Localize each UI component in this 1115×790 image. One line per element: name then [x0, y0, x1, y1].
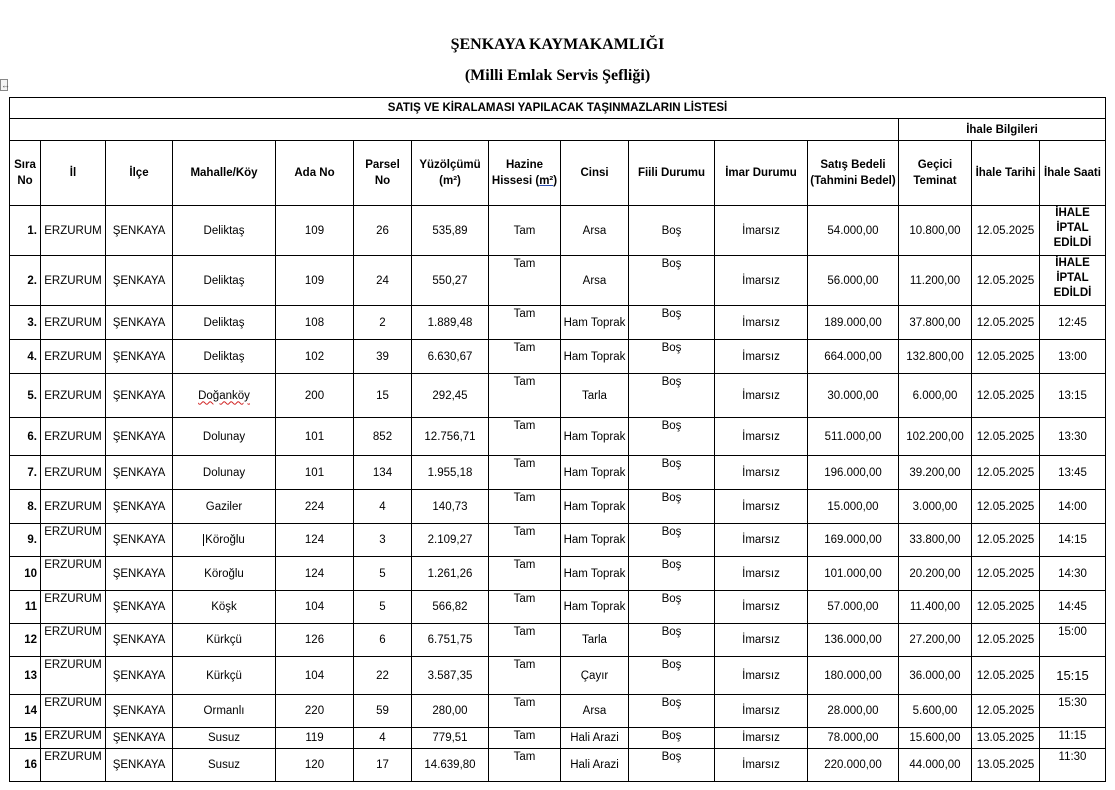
cell-mahalle: Köşk	[173, 591, 276, 624]
cell-bedel: 189.000,00	[808, 306, 899, 340]
cell-tarih: 12.05.2025	[972, 340, 1040, 374]
cell-yuzolcumu: 535,89	[412, 206, 489, 256]
cell-teminat: 20.200,00	[899, 557, 972, 591]
cell-parsel: 4	[354, 728, 412, 749]
cell-hisse: Tam	[489, 624, 561, 657]
cell-ada: 104	[276, 657, 354, 695]
cell-ada: 124	[276, 524, 354, 557]
cell-ilce: ŞENKAYA	[106, 657, 173, 695]
col-fiili-durumu: Fiili Durumu	[629, 141, 715, 206]
cell-ilce: ŞENKAYA	[106, 340, 173, 374]
cell-fiili: Boş	[629, 206, 715, 256]
row-number: 15	[10, 728, 41, 749]
cell-ilce: ŞENKAYA	[106, 695, 173, 728]
cell-teminat: 15.600,00	[899, 728, 972, 749]
cell-fiili: Boş	[629, 657, 715, 695]
cell-mahalle: Deliktaş	[173, 256, 276, 306]
cell-fiili: Boş	[629, 695, 715, 728]
cell-teminat: 11.200,00	[899, 256, 972, 306]
cell-imar: İmarsız	[715, 695, 808, 728]
text-cursor-word: Köroğlu	[205, 534, 245, 546]
cell-tarih: 12.05.2025	[972, 306, 1040, 340]
cell-imar: İmarsız	[715, 524, 808, 557]
cell-fiili: Boş	[629, 418, 715, 456]
cell-imar: İmarsız	[715, 206, 808, 256]
cell-imar: İmarsız	[715, 456, 808, 490]
cell-teminat: 39.200,00	[899, 456, 972, 490]
cell-fiili: Boş	[629, 524, 715, 557]
cell-tarih: 12.05.2025	[972, 695, 1040, 728]
cell-il: ERZURUM	[41, 490, 106, 524]
cell-mahalle: Ormanlı	[173, 695, 276, 728]
table-move-handle-icon[interactable]: ↔	[1, 80, 10, 90]
cell-parsel: 22	[354, 657, 412, 695]
cell-parsel: 59	[354, 695, 412, 728]
cell-cinsi: Ham Toprak	[561, 306, 629, 340]
cell-bedel: 78.000,00	[808, 728, 899, 749]
cell-tarih: 12.05.2025	[972, 206, 1040, 256]
table-row	[10, 657, 1106, 695]
cell-hisse: Tam	[489, 256, 561, 306]
cell-saat: İHALE İPTAL EDİLDİ	[1040, 206, 1106, 256]
col-hazine-unit: m²	[539, 175, 554, 187]
table-row	[10, 256, 1106, 306]
cell-ilce: ŞENKAYA	[106, 591, 173, 624]
cell-imar: İmarsız	[715, 340, 808, 374]
cell-il: ERZURUM	[41, 728, 106, 749]
cell-tarih: 12.05.2025	[972, 256, 1040, 306]
cell-il: ERZURUM	[41, 524, 106, 557]
cell-bedel: 30.000,00	[808, 374, 899, 418]
cell-teminat: 44.000,00	[899, 749, 972, 782]
cell-saat: 14:30	[1040, 557, 1106, 591]
cell-bedel: 28.000,00	[808, 695, 899, 728]
cell-imar: İmarsız	[715, 728, 808, 749]
cell-ilce: ŞENKAYA	[106, 524, 173, 557]
cell-ilce: ŞENKAYA	[106, 306, 173, 340]
cell-imar: İmarsız	[715, 657, 808, 695]
cell-ada: 220	[276, 695, 354, 728]
property-list-table	[9, 97, 1106, 782]
cell-bedel: 511.000,00	[808, 418, 899, 456]
cell-fiili: Boş	[629, 557, 715, 591]
row-number: 13	[10, 657, 41, 695]
cell-bedel: 101.000,00	[808, 557, 899, 591]
cell-cinsi: Ham Toprak	[561, 418, 629, 456]
cell-ilce: ŞENKAYA	[106, 206, 173, 256]
cell-bedel: 15.000,00	[808, 490, 899, 524]
row-number: 5.	[10, 374, 41, 418]
col-yuzolcumu: Yüzölçümü (m²)	[412, 141, 489, 206]
cell-tarih: 12.05.2025	[972, 657, 1040, 695]
row-number: 9.	[10, 524, 41, 557]
cell-ada: 224	[276, 490, 354, 524]
cell-il: ERZURUM	[41, 456, 106, 490]
cell-fiili: Boş	[629, 374, 715, 418]
cell-yuzolcumu: 6.630,67	[412, 340, 489, 374]
cell-saat: 13:15	[1040, 374, 1106, 418]
cell-saat: 13:00	[1040, 340, 1106, 374]
row-number: 2.	[10, 256, 41, 306]
row-number: 11	[10, 591, 41, 624]
cell-bedel: 54.000,00	[808, 206, 899, 256]
cell-mahalle: Köroğlu	[173, 557, 276, 591]
cell-ada: 124	[276, 557, 354, 591]
col-hazine-c: )	[553, 175, 558, 187]
cell-hisse: Tam	[489, 749, 561, 782]
cell-ada: 109	[276, 256, 354, 306]
cell-mahalle: Deliktaş	[173, 340, 276, 374]
table-row	[10, 374, 1106, 418]
cell-saat: 14:15	[1040, 524, 1106, 557]
table-row	[10, 524, 1106, 557]
cell-imar: İmarsız	[715, 306, 808, 340]
cell-imar: İmarsız	[715, 557, 808, 591]
cell-fiili: Boş	[629, 306, 715, 340]
row-number: 3.	[10, 306, 41, 340]
cell-ada: 109	[276, 206, 354, 256]
cell-teminat: 33.800,00	[899, 524, 972, 557]
cell-bedel: 664.000,00	[808, 340, 899, 374]
cell-mahalle: Gaziler	[173, 490, 276, 524]
cell-yuzolcumu: 1.261,26	[412, 557, 489, 591]
cell-ilce: ŞENKAYA	[106, 624, 173, 657]
cell-ilce: ŞENKAYA	[106, 749, 173, 782]
cell-fiili: Boş	[629, 456, 715, 490]
cell-fiili: Boş	[629, 624, 715, 657]
col-gecici-teminat: Geçici Teminat	[899, 141, 972, 206]
col-ada-no: Ada No	[276, 141, 354, 206]
cell-cinsi: Hali Arazi	[561, 728, 629, 749]
cell-mahalle	[173, 524, 276, 557]
cell-yuzolcumu: 566,82	[412, 591, 489, 624]
table-row	[10, 206, 1106, 256]
col-cinsi: Cinsi	[561, 141, 629, 206]
cell-imar: İmarsız	[715, 374, 808, 418]
cell-saat: 11:15	[1040, 728, 1106, 749]
cell-hisse: Tam	[489, 206, 561, 256]
cell-tarih: 13.05.2025	[972, 728, 1040, 749]
cell-saat: İHALE İPTAL EDİLDİ	[1040, 256, 1106, 306]
cell-fiili: Boş	[629, 256, 715, 306]
col-ihale-saati: İhale Saati	[1040, 141, 1106, 206]
cell-mahalle: Dolunay	[173, 418, 276, 456]
page-subtitle: (Milli Emlak Servis Şefliği)	[464, 67, 651, 84]
table-row	[10, 695, 1106, 728]
cell-hisse: Tam	[489, 306, 561, 340]
cell-tarih: 12.05.2025	[972, 374, 1040, 418]
cell-cinsi: Ham Toprak	[561, 524, 629, 557]
cell-il: ERZURUM	[41, 306, 106, 340]
table-row	[10, 418, 1106, 456]
cell-yuzolcumu: 6.751,75	[412, 624, 489, 657]
cell-hisse: Tam	[489, 418, 561, 456]
cell-cinsi: Arsa	[561, 206, 629, 256]
cell-hisse: Tam	[489, 557, 561, 591]
cell-hisse: Tam	[489, 591, 561, 624]
cell-imar: İmarsız	[715, 624, 808, 657]
cell-mahalle	[173, 374, 276, 418]
cell-teminat: 5.600,00	[899, 695, 972, 728]
col-mahalle: Mahalle/Köy	[173, 141, 276, 206]
cell-teminat: 37.800,00	[899, 306, 972, 340]
cell-cinsi: Ham Toprak	[561, 591, 629, 624]
spellcheck-word: Doğanköy	[198, 389, 250, 402]
cell-ada: 104	[276, 591, 354, 624]
cell-cinsi: Ham Toprak	[561, 340, 629, 374]
cell-tarih: 13.05.2025	[972, 749, 1040, 782]
table-caption: SATIŞ VE KİRALAMASI YAPILACAK TAŞINMAZLARIN LİSTESİ	[10, 98, 1106, 119]
cell-parsel: 15	[354, 374, 412, 418]
cell-ada: 126	[276, 624, 354, 657]
table-row	[10, 456, 1106, 490]
cell-ilce: ŞENKAYA	[106, 256, 173, 306]
cell-ilce: ŞENKAYA	[106, 490, 173, 524]
cell-fiili: Boş	[629, 591, 715, 624]
cell-parsel: 2	[354, 306, 412, 340]
row-number: 1.	[10, 206, 41, 256]
cell-parsel: 39	[354, 340, 412, 374]
table-row	[10, 490, 1106, 524]
col-il: İl	[41, 141, 106, 206]
cell-cinsi: Çayır	[561, 657, 629, 695]
cell-il: ERZURUM	[41, 695, 106, 728]
cell-ilce: ŞENKAYA	[106, 728, 173, 749]
row-number: 16	[10, 749, 41, 782]
cell-yuzolcumu: 779,51	[412, 728, 489, 749]
cell-hisse: Tam	[489, 728, 561, 749]
row-number: 4.	[10, 340, 41, 374]
cell-il: ERZURUM	[41, 256, 106, 306]
cell-hisse: Tam	[489, 490, 561, 524]
cell-ada: 102	[276, 340, 354, 374]
cell-imar: İmarsız	[715, 591, 808, 624]
cell-teminat: 10.800,00	[899, 206, 972, 256]
cell-il: ERZURUM	[41, 418, 106, 456]
cell-yuzolcumu: 14.639,80	[412, 749, 489, 782]
cell-cinsi: Arsa	[561, 695, 629, 728]
cell-imar: İmarsız	[715, 256, 808, 306]
cell-tarih: 12.05.2025	[972, 418, 1040, 456]
cell-ada: 101	[276, 456, 354, 490]
cell-bedel: 180.000,00	[808, 657, 899, 695]
cell-parsel: 134	[354, 456, 412, 490]
cell-yuzolcumu: 1.955,18	[412, 456, 489, 490]
cell-yuzolcumu: 280,00	[412, 695, 489, 728]
cell-parsel: 5	[354, 557, 412, 591]
row-number: 14	[10, 695, 41, 728]
cell-parsel: 6	[354, 624, 412, 657]
cell-ada: 108	[276, 306, 354, 340]
cell-il: ERZURUM	[41, 591, 106, 624]
cell-yuzolcumu: 140,73	[412, 490, 489, 524]
table-row	[10, 340, 1106, 374]
cell-tarih: 12.05.2025	[972, 591, 1040, 624]
table-row	[10, 306, 1106, 340]
cell-saat: 13:45	[1040, 456, 1106, 490]
page-title: ŞENKAYA KAYMAKAMLIĞI	[450, 36, 665, 53]
cell-cinsi: Tarla	[561, 374, 629, 418]
cell-teminat: 102.200,00	[899, 418, 972, 456]
cell-bedel: 196.000,00	[808, 456, 899, 490]
col-satis-bedeli: Satış Bedeli (Tahmini Bedel)	[808, 141, 899, 206]
cell-saat: 15:30	[1040, 695, 1106, 728]
cell-cinsi: Arsa	[561, 256, 629, 306]
cell-ilce: ŞENKAYA	[106, 557, 173, 591]
col-sira-no: Sıra No	[10, 141, 41, 206]
cell-saat: 15:15	[1040, 657, 1106, 695]
cell-bedel: 57.000,00	[808, 591, 899, 624]
cell-cinsi: Ham Toprak	[561, 557, 629, 591]
cell-ada: 120	[276, 749, 354, 782]
cell-parsel: 5	[354, 591, 412, 624]
cell-bedel: 136.000,00	[808, 624, 899, 657]
cell-saat: 15:00	[1040, 624, 1106, 657]
cell-il: ERZURUM	[41, 749, 106, 782]
cell-tarih: 12.05.2025	[972, 557, 1040, 591]
cell-il: ERZURUM	[41, 624, 106, 657]
col-ihale-tarihi: İhale Tarihi	[972, 141, 1040, 206]
cell-parsel: 24	[354, 256, 412, 306]
table-row	[10, 557, 1106, 591]
cell-hisse: Tam	[489, 456, 561, 490]
cell-saat: 14:45	[1040, 591, 1106, 624]
cell-bedel: 220.000,00	[808, 749, 899, 782]
cell-il: ERZURUM	[41, 206, 106, 256]
row-number: 6.	[10, 418, 41, 456]
row-number: 12	[10, 624, 41, 657]
cell-imar: İmarsız	[715, 418, 808, 456]
cell-mahalle: Kürkçü	[173, 657, 276, 695]
cell-saat: 13:30	[1040, 418, 1106, 456]
cell-mahalle: Deliktaş	[173, 206, 276, 256]
blank-header-cell	[10, 119, 899, 141]
cell-tarih: 12.05.2025	[972, 624, 1040, 657]
cell-cinsi: Ham Toprak	[561, 490, 629, 524]
cell-hisse: Tam	[489, 657, 561, 695]
cell-mahalle: Susuz	[173, 728, 276, 749]
cell-hisse: Tam	[489, 695, 561, 728]
cell-cinsi: Hali Arazi	[561, 749, 629, 782]
row-number: 8.	[10, 490, 41, 524]
table-row	[10, 749, 1106, 782]
cell-mahalle: Deliktaş	[173, 306, 276, 340]
cell-il: ERZURUM	[41, 657, 106, 695]
cell-parsel: 3	[354, 524, 412, 557]
cell-teminat: 27.200,00	[899, 624, 972, 657]
cell-mahalle: Dolunay	[173, 456, 276, 490]
cell-teminat: 11.400,00	[899, 591, 972, 624]
cell-hisse: Tam	[489, 340, 561, 374]
cell-teminat: 36.000,00	[899, 657, 972, 695]
cell-tarih: 12.05.2025	[972, 490, 1040, 524]
cell-hisse: Tam	[489, 374, 561, 418]
cell-yuzolcumu: 2.109,27	[412, 524, 489, 557]
col-imar-durumu: İmar Durumu	[715, 141, 808, 206]
col-hazine-hissesi	[489, 141, 561, 206]
cell-yuzolcumu: 1.889,48	[412, 306, 489, 340]
cell-yuzolcumu: 550,27	[412, 256, 489, 306]
cell-il: ERZURUM	[41, 340, 106, 374]
row-number: 7.	[10, 456, 41, 490]
cell-yuzolcumu: 12.756,71	[412, 418, 489, 456]
cell-teminat: 3.000,00	[899, 490, 972, 524]
cell-parsel: 26	[354, 206, 412, 256]
cell-cinsi: Ham Toprak	[561, 456, 629, 490]
cell-cinsi: Tarla	[561, 624, 629, 657]
row-number: 10	[10, 557, 41, 591]
cell-parsel: 852	[354, 418, 412, 456]
cell-ilce: ŞENKAYA	[106, 456, 173, 490]
cell-imar: İmarsız	[715, 490, 808, 524]
cell-teminat: 132.800,00	[899, 340, 972, 374]
cell-saat: 11:30	[1040, 749, 1106, 782]
cell-fiili: Boş	[629, 340, 715, 374]
cell-saat: 12:45	[1040, 306, 1106, 340]
cell-saat: 14:00	[1040, 490, 1106, 524]
cell-il: ERZURUM	[41, 374, 106, 418]
cell-yuzolcumu: 292,45	[412, 374, 489, 418]
cell-yuzolcumu: 3.587,35	[412, 657, 489, 695]
table-row	[10, 591, 1106, 624]
tender-info-header: İhale Bilgileri	[899, 119, 1106, 141]
cell-il: ERZURUM	[41, 557, 106, 591]
cell-parsel: 17	[354, 749, 412, 782]
cell-ilce: ŞENKAYA	[106, 418, 173, 456]
cell-ada: 119	[276, 728, 354, 749]
cell-ada: 200	[276, 374, 354, 418]
col-hazine-a: Hazine Hissesi (	[491, 159, 544, 187]
cell-bedel: 56.000,00	[808, 256, 899, 306]
cell-ada: 101	[276, 418, 354, 456]
cell-mahalle: Susuz	[173, 749, 276, 782]
table-row	[10, 624, 1106, 657]
cell-parsel: 4	[354, 490, 412, 524]
cell-fiili: Boş	[629, 749, 715, 782]
cell-imar: İmarsız	[715, 749, 808, 782]
cell-tarih: 12.05.2025	[972, 456, 1040, 490]
cell-hisse: Tam	[489, 524, 561, 557]
table-row	[10, 728, 1106, 749]
cell-tarih: 12.05.2025	[972, 524, 1040, 557]
cell-mahalle: Kürkçü	[173, 624, 276, 657]
col-ilce: İlçe	[106, 141, 173, 206]
cell-fiili: Boş	[629, 490, 715, 524]
cell-fiili: Boş	[629, 728, 715, 749]
cell-teminat: 6.000,00	[899, 374, 972, 418]
cell-ilce: ŞENKAYA	[106, 374, 173, 418]
col-parsel-no: Parsel No	[354, 141, 412, 206]
cell-bedel: 169.000,00	[808, 524, 899, 557]
